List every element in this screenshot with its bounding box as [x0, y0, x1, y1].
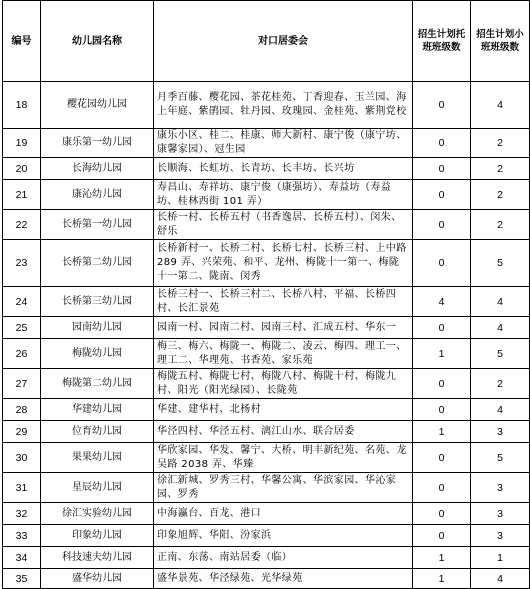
row-committees: 印象旭辉、华阳、汾家浜	[154, 525, 413, 547]
row-id: 32	[3, 503, 41, 525]
row-small-classes: 5	[471, 240, 530, 287]
row-small-classes: 3	[471, 421, 530, 443]
table-row	[3, 317, 530, 339]
header-id: 编号	[3, 1, 41, 82]
row-kindergarten-name: 果果幼儿园	[41, 443, 154, 473]
row-id: 22	[3, 210, 41, 240]
table-row	[3, 399, 530, 421]
row-toddler-classes: 1	[413, 421, 471, 443]
row-small-classes: 5	[471, 339, 530, 369]
row-id: 27	[3, 369, 41, 399]
row-toddler-classes: 0	[413, 525, 471, 547]
row-kindergarten-name: 科技速夫幼儿园	[41, 547, 154, 569]
table-row	[3, 240, 530, 287]
row-id: 26	[3, 339, 41, 369]
row-committees: 月季百藤、樱花园、茶花桂苑、丁香迎春、玉兰园、海上年庭、紫鹃园、牡丹园、玫瑰园、金桂苑、紫荆党校	[154, 82, 413, 129]
row-kindergarten-name: 徐汇实验幼儿园	[41, 503, 154, 525]
table-row	[3, 443, 530, 473]
row-committees: 正南、东荡、南站居委（临）	[154, 547, 413, 569]
row-toddler-classes: 1	[413, 547, 471, 569]
row-toddler-classes: 1	[413, 569, 471, 589]
row-toddler-classes: 0	[413, 369, 471, 399]
table-row	[3, 82, 530, 129]
row-kindergarten-name: 梅陇幼儿园	[41, 339, 154, 369]
row-kindergarten-name: 长桥第三幼儿园	[41, 287, 154, 317]
table-row	[3, 525, 530, 547]
table-row	[3, 569, 530, 589]
row-small-classes: 1	[471, 547, 530, 569]
row-committees: 长桥三村一、长桥三村二、长桥八村、平福、长桥四村、长汇景苑	[154, 287, 413, 317]
row-committees: 寿昌山、寿祥坊、康宁俊（康强坊）、寿益坊（寿益坊、桂林西街 101 弄）	[154, 180, 413, 210]
row-id: 28	[3, 399, 41, 421]
row-committees: 长桥一村、长桥五村（书香逸居、长桥五村）、闵朱、舒乐	[154, 210, 413, 240]
row-small-classes: 4	[471, 287, 530, 317]
row-committees: 康乐小区、桂二、桂康、师大新村、康宁俊（康宁坊、康馨家园）、冠生园	[154, 129, 413, 158]
row-committees: 盛华景苑、华泾绿苑、光华绿苑	[154, 569, 413, 589]
row-id: 18	[3, 82, 41, 129]
row-committees: 长桥新村一、长桥二村、长桥七村、长桥三村、上中路 289 弄、兴荣苑、和平、龙州、梅陇十一第一、梅陇十一第二、陇南、闵秀	[154, 240, 413, 287]
table-row	[3, 129, 530, 158]
row-toddler-classes: 4	[413, 287, 471, 317]
row-toddler-classes: 0	[413, 503, 471, 525]
row-toddler-classes: 0	[413, 399, 471, 421]
row-kindergarten-name: 星辰幼儿园	[41, 473, 154, 503]
table-row	[3, 287, 530, 317]
row-toddler-classes: 0	[413, 317, 471, 339]
row-small-classes: 2	[471, 369, 530, 399]
row-small-classes: 3	[471, 503, 530, 525]
row-committees: 梅陇五村、梅陇七村、梅陇八村、梅陇十村、梅陇九村、阳光（阳光绿园）、长陇苑	[154, 369, 413, 399]
row-toddler-classes: 0	[413, 473, 471, 503]
row-kindergarten-name: 长桥第二幼儿园	[41, 240, 154, 287]
table-row	[3, 210, 530, 240]
row-toddler-classes: 0	[413, 210, 471, 240]
row-kindergarten-name: 樱花园幼儿园	[41, 82, 154, 129]
row-committees: 长顺海、长虹坊、长青坊、长丰坊、长兴坊	[154, 158, 413, 180]
row-small-classes: 2	[471, 210, 530, 240]
header-committees: 对口居委会	[154, 1, 413, 82]
row-id: 20	[3, 158, 41, 180]
row-committees: 华泾四村、华泾五村、漓江山水、联合居委	[154, 421, 413, 443]
row-id: 35	[3, 569, 41, 589]
table-row	[3, 369, 530, 399]
row-toddler-classes: 0	[413, 443, 471, 473]
row-toddler-classes: 0	[413, 82, 471, 129]
row-small-classes: 4	[471, 569, 530, 589]
table-row	[3, 158, 530, 180]
table-row	[3, 339, 530, 369]
header-toddler: 招生计划托班班级数	[413, 1, 471, 82]
row-kindergarten-name: 位育幼儿园	[41, 421, 154, 443]
row-kindergarten-name: 华建幼儿园	[41, 399, 154, 421]
row-small-classes: 3	[471, 473, 530, 503]
header-small: 招生计划小班班级数	[471, 1, 530, 82]
table-row	[3, 473, 530, 503]
row-committees: 中海瀛台、百龙、港口	[154, 503, 413, 525]
row-toddler-classes: 0	[413, 240, 471, 287]
row-id: 33	[3, 525, 41, 547]
row-kindergarten-name: 长海幼儿园	[41, 158, 154, 180]
row-committees: 华欣家园、华发、馨宁、大桥、明丰新纪苑、名苑、龙吴路 2038 弄、华臻	[154, 443, 413, 473]
table-row	[3, 421, 530, 443]
row-toddler-classes: 0	[413, 129, 471, 158]
row-id: 24	[3, 287, 41, 317]
row-small-classes: 2	[471, 158, 530, 180]
row-small-classes: 3	[471, 525, 530, 547]
row-small-classes: 4	[471, 399, 530, 421]
row-small-classes: 5	[471, 443, 530, 473]
header-row	[3, 1, 530, 82]
row-id: 31	[3, 473, 41, 503]
row-kindergarten-name: 盛华幼儿园	[41, 569, 154, 589]
row-small-classes: 2	[471, 129, 530, 158]
table-row	[3, 503, 530, 525]
row-committees: 园南一村、园南二村、园南三村、汇成五村、华东一	[154, 317, 413, 339]
row-kindergarten-name: 印象幼儿园	[41, 525, 154, 547]
row-committees: 徐汇新城、罗秀三村、华馨公寓、华滨家园、华沁家园、罗秀	[154, 473, 413, 503]
row-committees: 梅三、梅六、梅陇一、梅陇二、凌云、梅四、理工一、理工二、华理苑、书香苑、家乐苑	[154, 339, 413, 369]
row-kindergarten-name: 康乐第一幼儿园	[41, 129, 154, 158]
row-id: 30	[3, 443, 41, 473]
row-committees: 华建、建华村、北杨村	[154, 399, 413, 421]
row-toddler-classes: 0	[413, 158, 471, 180]
row-small-classes: 2	[471, 180, 530, 210]
row-toddler-classes: 0	[413, 180, 471, 210]
row-small-classes: 4	[471, 317, 530, 339]
table-row	[3, 547, 530, 569]
row-kindergarten-name: 园南幼儿园	[41, 317, 154, 339]
row-kindergarten-name: 长桥第一幼儿园	[41, 210, 154, 240]
row-kindergarten-name: 梅陇第二幼儿园	[41, 369, 154, 399]
table-row	[3, 180, 530, 210]
table-body	[3, 82, 530, 589]
row-id: 29	[3, 421, 41, 443]
row-small-classes: 4	[471, 82, 530, 129]
row-kindergarten-name: 康沁幼儿园	[41, 180, 154, 210]
row-id: 19	[3, 129, 41, 158]
row-toddler-classes: 1	[413, 339, 471, 369]
row-id: 34	[3, 547, 41, 569]
header-name: 幼儿园名称	[41, 1, 154, 82]
row-id: 21	[3, 180, 41, 210]
row-id: 23	[3, 240, 41, 287]
row-id: 25	[3, 317, 41, 339]
enrollment-table	[2, 0, 530, 589]
